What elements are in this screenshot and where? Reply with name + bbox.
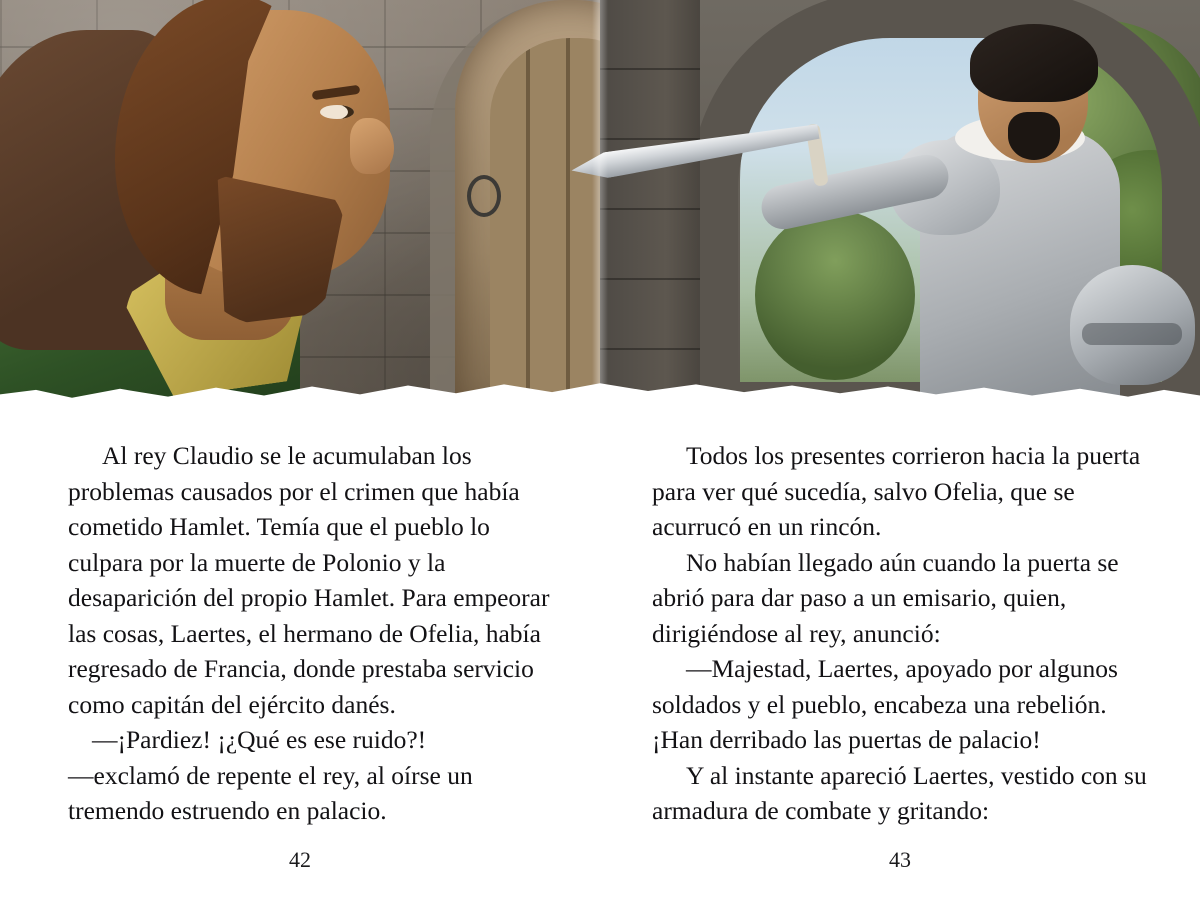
paragraph: —exclamó de repente el rey, al oírse un tremendo estruendo en palacio.: [68, 760, 473, 825]
paragraph: Y al instante apareció Laertes, vestido con su armadura de combate y gritando:: [652, 760, 1147, 825]
page-number: 42: [289, 847, 311, 872]
paragraph: Al rey Claudio se le acumulaban los problemas causados por el crimen que había cometido Hamlet. Temía que el pueblo lo culpara por la muerte de Polonio y la desaparición del propio Hamlet. Para empeorar las cosas, Laertes, el hermano de Ofelia, había regresado de Francia, donde prestaba servicio como capitán del ejército danés.: [68, 441, 550, 719]
eye: [320, 105, 354, 119]
paragraph: —¡Pardiez! ¡¿Qué es ese ruido?!: [92, 725, 427, 754]
door-ring-handle-icon: [467, 175, 501, 217]
page-number: 43: [889, 847, 911, 872]
right-page: [600, 420, 1200, 915]
laertes-figure: [880, 20, 1200, 420]
paragraph: No habían llegado aún cuando la puerta se abrió para dar paso a un emisario, quien, dirigiéndose al rey, anunció:: [652, 547, 1119, 648]
illustration: [0, 0, 1200, 420]
beard: [1008, 112, 1060, 160]
king-claudio-figure: [0, 0, 420, 420]
left-page: [0, 420, 600, 915]
paragraph: Todos los presentes corrieron hacia la puerta para ver qué sucedía, salvo Ofelia, que se acurrucó en un rincón.: [652, 441, 1141, 541]
helmet: [1070, 265, 1195, 385]
paragraph: —Majestad, Laertes, apoyado por algunos soldados y el pueblo, encabeza una rebelión. ¡Han derribado las puertas de palacio!: [652, 654, 1118, 754]
hair: [970, 24, 1098, 102]
book-spine-gutter: [592, 0, 608, 420]
text-area: [0, 420, 1200, 915]
